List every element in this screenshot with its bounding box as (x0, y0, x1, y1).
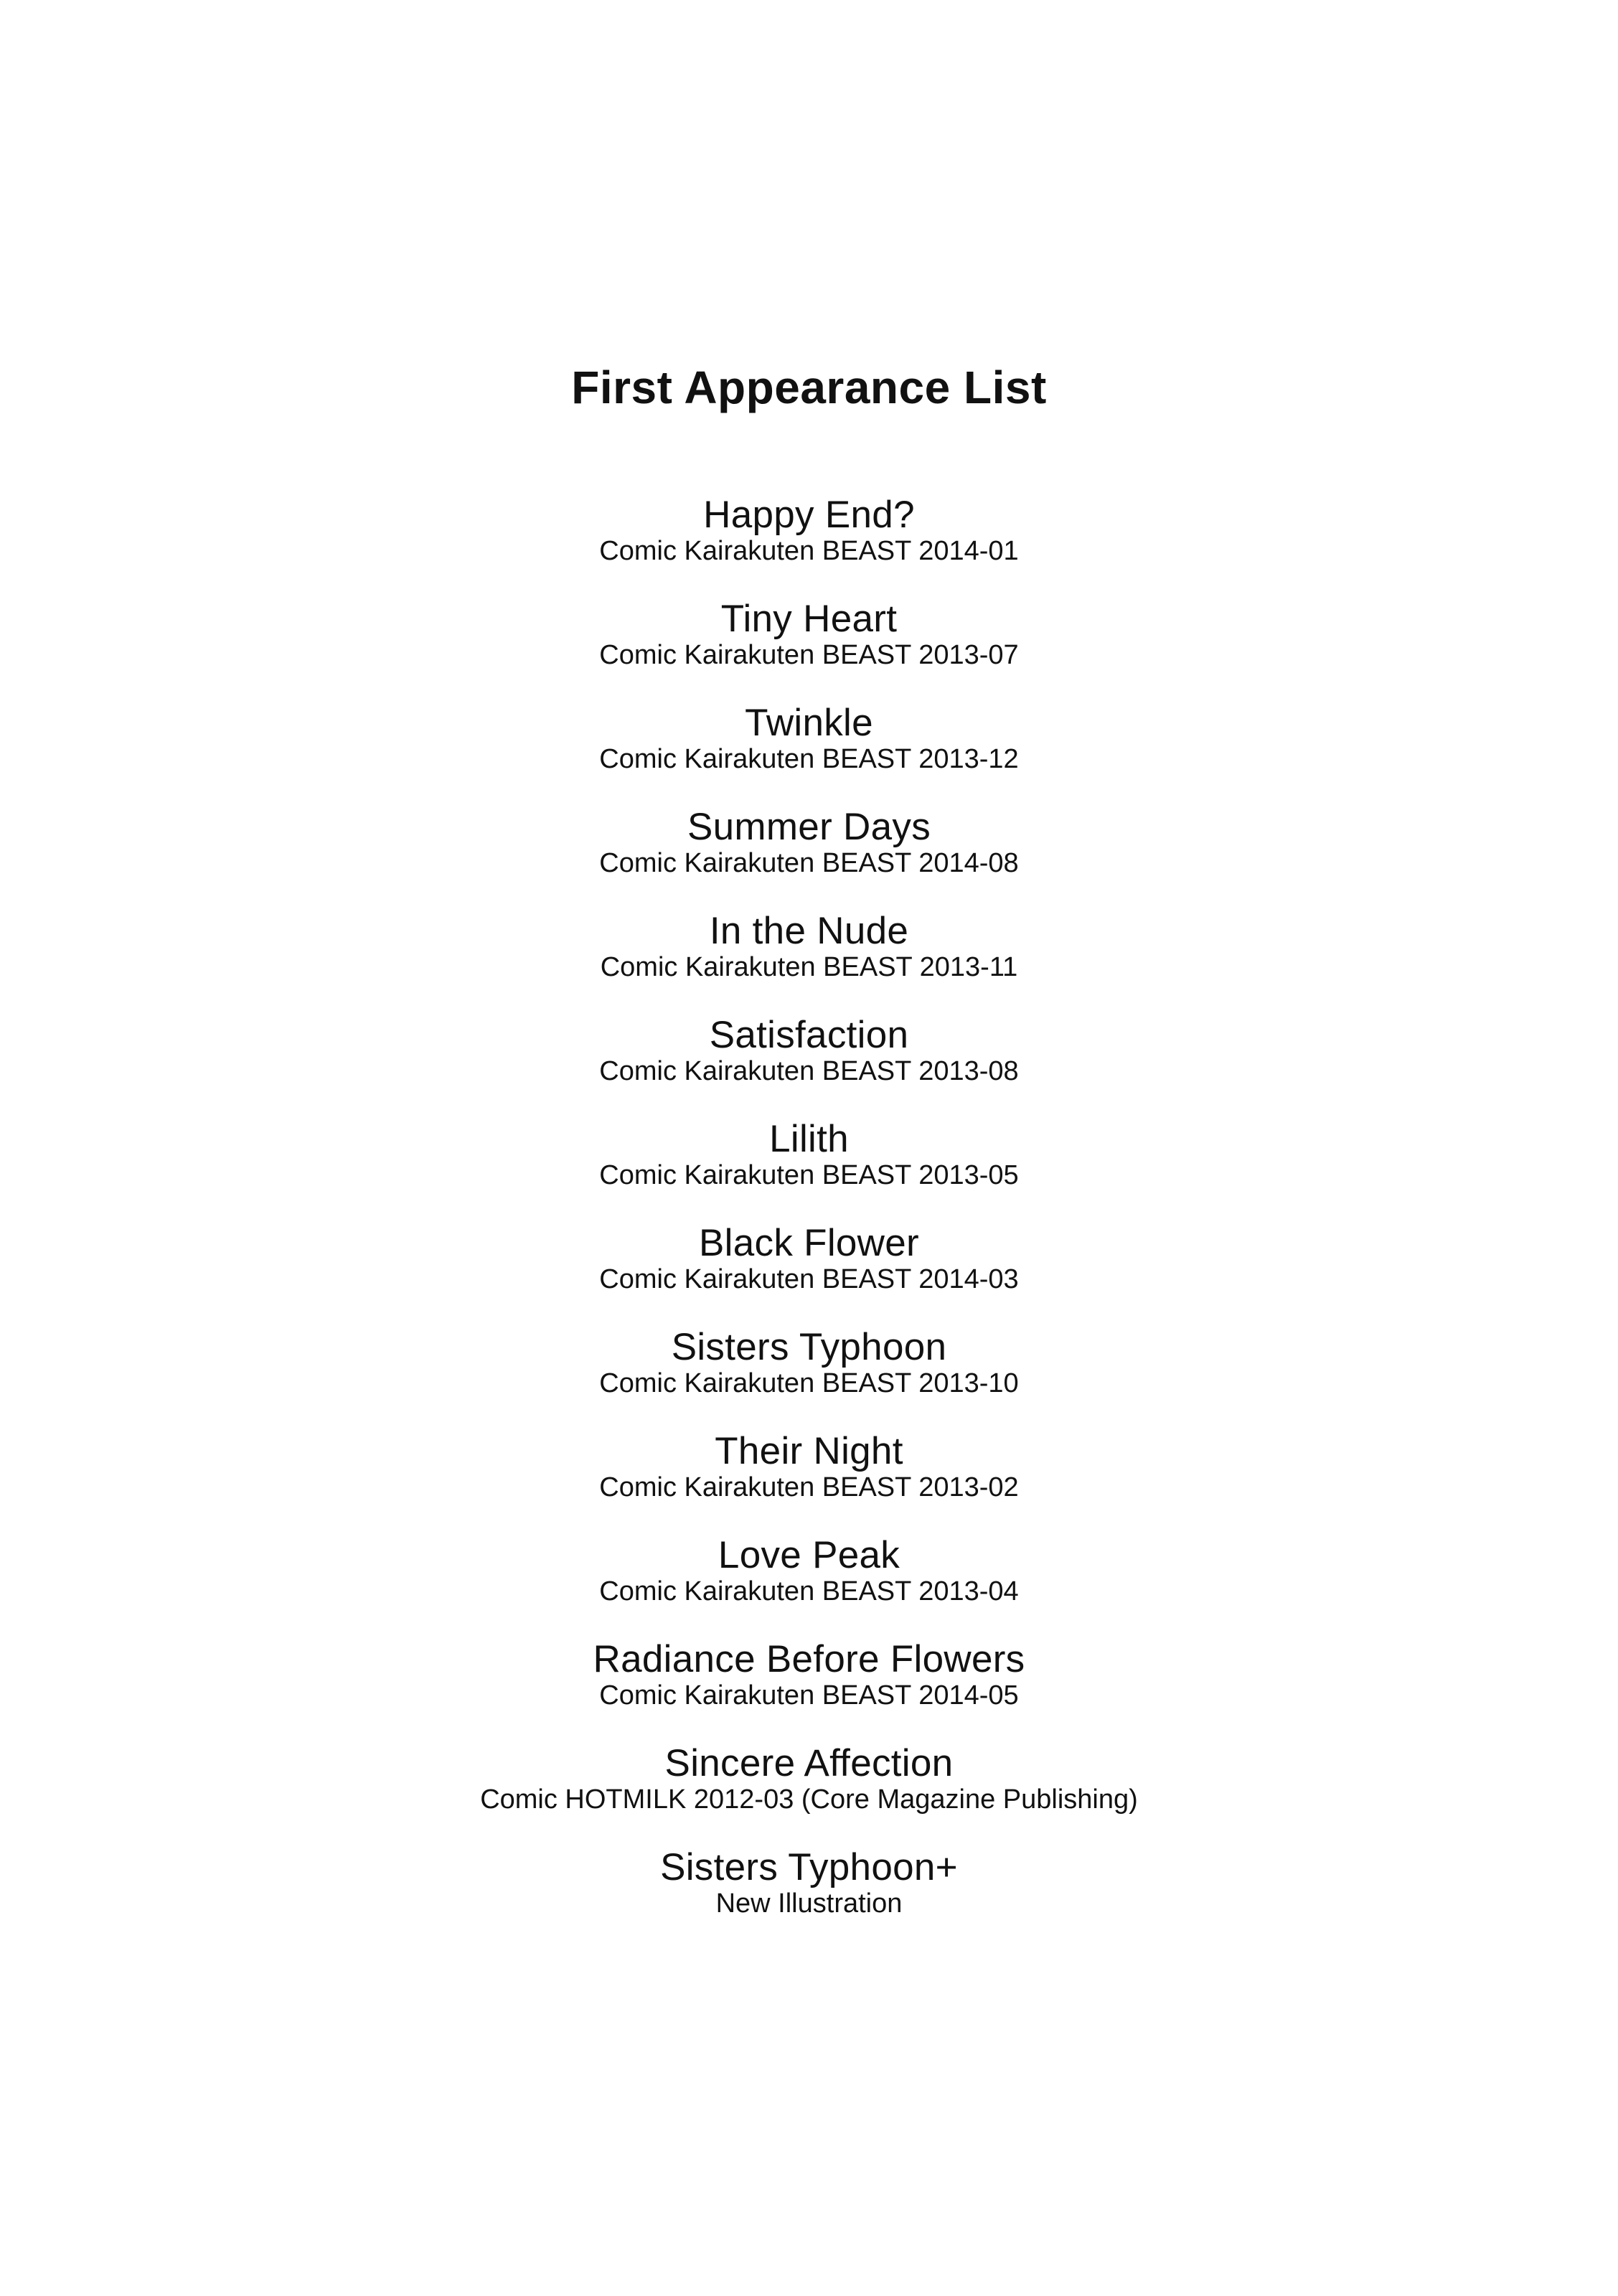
story-title: Twinkle (745, 702, 873, 744)
story-source: New Illustration (715, 1888, 903, 1919)
story-source: Comic Kairakuten BEAST 2013-08 (599, 1056, 1019, 1086)
story-title: Sisters Typhoon (671, 1326, 947, 1368)
story-source: Comic Kairakuten BEAST 2013-04 (599, 1576, 1019, 1606)
story-title: In the Nude (709, 910, 909, 952)
story-title: Their Night (715, 1430, 903, 1472)
story-title: Summer Days (687, 806, 931, 848)
story-source: Comic HOTMILK 2012-03 (Core Magazine Publishing) (480, 1784, 1138, 1815)
list-item (0, 1848, 1618, 1952)
list-item (0, 1327, 1618, 1431)
story-title: Sincere Affection (664, 1742, 954, 1784)
story-title: Happy End? (703, 494, 915, 536)
page-title: First Appearance List (571, 362, 1047, 413)
story-source: Comic Kairakuten BEAST 2014-03 (599, 1264, 1019, 1294)
story-title: Satisfaction (709, 1014, 909, 1056)
list-item (0, 1223, 1618, 1327)
list-item (0, 703, 1618, 807)
story-title: Tiny Heart (720, 598, 898, 640)
story-title: Love Peak (718, 1534, 900, 1576)
story-title: Lilith (769, 1118, 849, 1160)
story-source: Comic Kairakuten BEAST 2013-05 (599, 1160, 1019, 1190)
story-title: Radiance Before Flowers (593, 1638, 1025, 1680)
story-source: Comic Kairakuten BEAST 2013-10 (599, 1368, 1019, 1398)
list-item (0, 1639, 1618, 1744)
story-source: Comic Kairakuten BEAST 2013-12 (599, 744, 1019, 774)
list-item (0, 911, 1618, 1015)
story-source: Comic Kairakuten BEAST 2013-02 (599, 1472, 1019, 1502)
list-item (0, 807, 1618, 911)
story-title: Sisters Typhoon+ (660, 1846, 958, 1888)
story-source: Comic Kairakuten BEAST 2013-07 (599, 640, 1019, 670)
list-item (0, 1119, 1618, 1223)
story-source: Comic Kairakuten BEAST 2014-01 (599, 536, 1019, 566)
story-title: Black Flower (699, 1222, 919, 1264)
list-item (0, 1015, 1618, 1119)
appearance-list (0, 495, 1618, 1952)
list-item (0, 495, 1618, 599)
list-item (0, 1431, 1618, 1535)
list-item (0, 1535, 1618, 1639)
story-source: Comic Kairakuten BEAST 2014-05 (599, 1680, 1019, 1711)
list-item (0, 599, 1618, 703)
story-source: Comic Kairakuten BEAST 2014-08 (599, 848, 1019, 878)
story-source: Comic Kairakuten BEAST 2013-11 (600, 952, 1018, 982)
list-item (0, 1744, 1618, 1848)
